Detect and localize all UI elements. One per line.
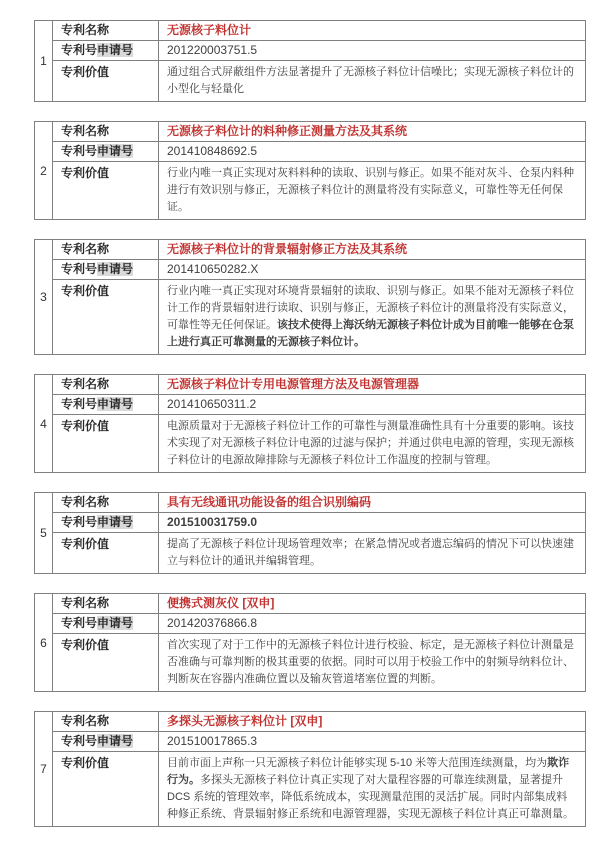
text-segment: 行业内唯一真正实现对环境背景辐射的读取、识别与修正。如果不能对无源核子料位计工作的背景辐射进行读取、识别与修正，无源核子料位计的测量将没有实际意义，可靠性等无任何保证。 [167,285,574,331]
patent-name-label: 专利名称 [53,493,159,513]
patent-value-row [35,752,586,827]
patent-value-row [35,162,586,220]
patent-name-row [35,122,586,142]
patent-number-row [35,395,586,415]
patent-value-label: 专利价值 [53,752,159,827]
patent-value-label: 专利价值 [53,61,159,102]
text-segment: 专利号 [61,734,98,748]
text-segment: 专利号 [61,262,98,276]
patent-name-label: 专利名称 [53,240,159,260]
text-segment: 申请号 [97,144,134,158]
patent-name-value: 多探头无源核子料位计 [双申] [159,712,586,732]
patent-number-row [35,614,586,634]
patent-value-text [159,533,586,574]
patent-table [34,593,586,692]
text-segment: 多探头无源核子料位计真正实现了对大量程容器的可靠连续测量，显著提升 DCS 系统的管理效率，降低系统成本，实现测量范围的灵活扩展。同时内部集成料种修正系统、背景辐射修正系统和电源管理器，实现无源核子料位计真正可靠测量。 [167,774,574,820]
patent-index: 4 [35,375,53,473]
patent-value-text [159,162,586,220]
patent-index: 3 [35,240,53,355]
text-segment: 专利号 [61,43,98,57]
text-segment: 201410650311.2 [167,397,257,411]
patent-name-value: 便携式测灰仪 [双申] [159,594,586,614]
patent-name-label: 专利名称 [53,375,159,395]
patent-value-row [35,280,586,355]
patent-index: 6 [35,594,53,692]
patent-value-row [35,415,586,473]
patent-name-value: 具有无线通讯功能设备的组合识别编码 [159,493,586,513]
patent-name-value: 无源核子料位计的料种修正测量方法及其系统 [159,122,586,142]
patent-number-value [159,41,586,61]
patent-value-row [35,634,586,692]
patent-value-text [159,61,586,102]
patent-name-label: 专利名称 [53,594,159,614]
patent-number-row [35,513,586,533]
patent-table [34,492,586,574]
patent-number-value [159,395,586,415]
patent-name-label: 专利名称 [53,21,159,41]
patent-value-text [159,752,586,827]
text-segment: 201410848692.5 [167,144,258,158]
patent-number-row [35,732,586,752]
text-segment: 申请号 [97,616,134,630]
patent-number-row [35,41,586,61]
text-segment: 专利号 [61,397,98,411]
text-segment: 专利号 [61,144,98,158]
patent-value-label: 专利价值 [53,634,159,692]
text-segment: 专利号 [61,515,98,529]
patent-number-value [159,732,586,752]
patent-number-value [159,142,586,162]
text-segment: 201510031759.0 [167,515,258,529]
patent-name-row [35,594,586,614]
patent-index: 1 [35,21,53,102]
patent-number-label [53,142,159,162]
patent-number-row [35,142,586,162]
text-segment: 电源质量对于无源核子料位计工作的可靠性与测量准确性具有十分重要的影响。该技术实现了对无源核子料位计电源的过滤与保护；并通过供电电源的管理，实现无源核子料位计的电源故障排除与无源核子料位计工作温度的控制与管理。 [167,420,574,466]
patent-value-row [35,533,586,574]
text-segment: 行业内唯一真正实现对灰料料种的读取、识别与修正。如果不能对灰斗、仓泵内料种进行有效识别与修正，无源核子料位计的测量将没有实际意义，可靠性等无任何保证。 [167,167,574,213]
patent-name-value: 无源核子料位计专用电源管理方法及电源管理器 [159,375,586,395]
patent-name-label: 专利名称 [53,122,159,142]
patent-name-row [35,21,586,41]
patent-name-value: 无源核子料位计 [159,21,586,41]
patent-value-label: 专利价值 [53,162,159,220]
text-segment: 201420376866.8 [167,616,258,630]
patent-number-row [35,260,586,280]
text-segment: 通过组合式屏蔽组件方法显著提升了无源核子料位计信噪比；实现无源核子料位计的小型化与轻量化 [167,66,574,95]
patent-number-label [53,41,159,61]
text-segment: 201410650282.X [167,262,259,276]
patent-number-value [159,614,586,634]
patent-number-label [53,513,159,533]
patent-value-text [159,634,586,692]
patent-table [34,239,586,355]
patent-index: 5 [35,493,53,574]
patent-name-row [35,240,586,260]
text-segment: 申请号 [97,734,134,748]
patent-number-label [53,614,159,634]
text-segment: 申请号 [97,262,134,276]
text-segment: 目前市面上声称一只无源核子料位计能够实现 5-10 米等大范围连续测量，均为 [167,757,548,769]
patent-index: 7 [35,712,53,827]
patent-value-text [159,280,586,355]
patent-name-row [35,375,586,395]
patent-name-value: 无源核子料位计的背景辐射修正方法及其系统 [159,240,586,260]
patent-index: 2 [35,122,53,220]
text-segment: 申请号 [97,515,134,529]
patent-table [34,374,586,473]
patent-table [34,121,586,220]
patent-number-value [159,260,586,280]
text-segment: 该技术使得上海沃纳无源核子料位计成为目前唯一能够在仓泵上进行真正可靠测量的无源核子料位计。 [167,319,574,348]
patent-value-text [159,415,586,473]
patent-number-label [53,395,159,415]
text-segment: 申请号 [97,397,134,411]
patent-name-row [35,493,586,513]
patent-name-label: 专利名称 [53,712,159,732]
patent-number-value [159,513,586,533]
patent-value-label: 专利价值 [53,415,159,473]
patent-number-label [53,732,159,752]
text-segment: 专利号 [61,616,98,630]
patent-value-row [35,61,586,102]
text-segment: 申请号 [97,43,134,57]
patent-name-row [35,712,586,732]
text-segment: 提高了无源核子料位计现场管理效率；在紧急情况或者遗忘编码的情况下可以快速建立与料位计的通讯并编辑管理。 [167,538,574,567]
text-segment: 201220003751.5 [167,43,258,57]
text-segment: 首次实现了对于工作中的无源核子料位计进行校验、标定，是无源核子料位计测量是否准确与可靠判断的极其重要的依据。同时可以用于校验工作中的射频导纳料位计、判断灰在容器内准确位置以及输灰管道堵塞位置的判断。 [167,639,574,685]
patent-value-label: 专利价值 [53,280,159,355]
patent-table [34,711,586,827]
patent-table [34,20,586,102]
patent-number-label [53,260,159,280]
text-segment: 201510017865.3 [167,734,258,748]
patent-value-label: 专利价值 [53,533,159,574]
text-segment: 欺诈行为。 [167,757,570,786]
